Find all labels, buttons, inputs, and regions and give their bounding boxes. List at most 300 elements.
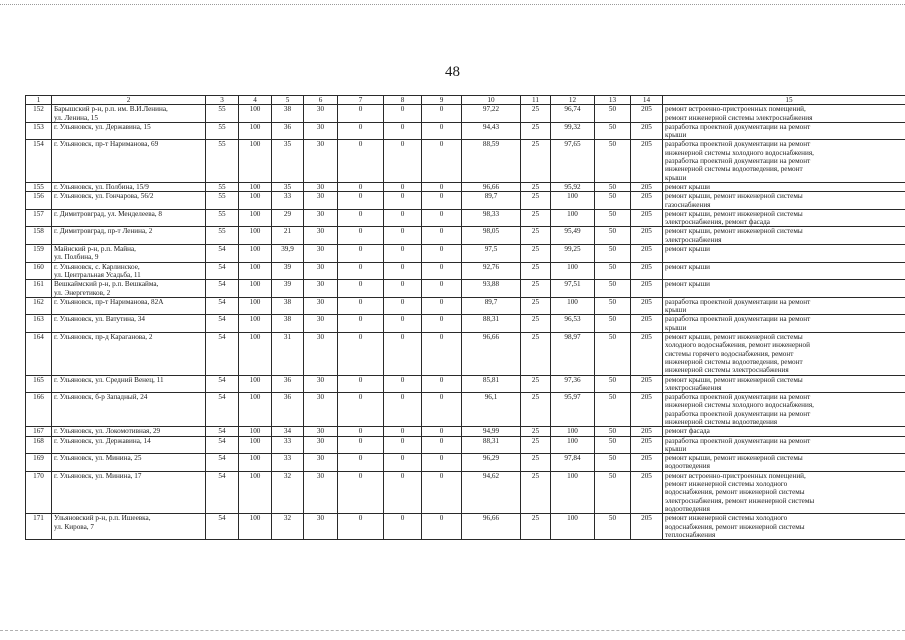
work-line: ремонт крыши, ремонт инженерной системы bbox=[665, 454, 803, 463]
address-cell bbox=[52, 427, 206, 436]
address-line: Ульяновский р-н, р.п. Ишеевка, bbox=[54, 514, 151, 523]
value-cell-c7: 0 bbox=[338, 427, 384, 436]
column-header-10: 10 bbox=[462, 96, 521, 105]
value-cell-c7: 0 bbox=[338, 105, 384, 123]
value-cell-c3: 54 bbox=[206, 262, 239, 280]
value-cell-c12: 100 bbox=[551, 209, 595, 227]
value-cell-c3: 54 bbox=[206, 427, 239, 436]
address-cell bbox=[52, 192, 206, 210]
value-cell-c13: 50 bbox=[595, 514, 631, 540]
work-type-cell bbox=[663, 315, 905, 333]
value-cell-c10: 97,5 bbox=[462, 245, 521, 263]
value-cell-c12: 95,97 bbox=[551, 393, 595, 427]
value-cell-c14: 205 bbox=[631, 315, 663, 333]
value-cell-c12: 99,32 bbox=[551, 122, 595, 140]
value-cell-c5: 39 bbox=[272, 280, 304, 298]
work-type-cell bbox=[663, 122, 905, 140]
work-line: системы горячего водоснабжения, ремонт bbox=[665, 349, 794, 358]
value-cell-c11: 25 bbox=[521, 192, 551, 210]
value-cell-c8: 0 bbox=[384, 375, 422, 393]
row-number-cell: 159 bbox=[26, 245, 52, 263]
value-cell-c6: 30 bbox=[304, 280, 338, 298]
value-cell-c3: 55 bbox=[206, 182, 239, 191]
table-row bbox=[26, 192, 905, 210]
value-cell-c14: 205 bbox=[631, 471, 663, 513]
column-number-row bbox=[26, 96, 905, 105]
value-cell-c8: 0 bbox=[384, 140, 422, 182]
table-row bbox=[26, 436, 905, 454]
value-cell-c13: 50 bbox=[595, 333, 631, 375]
address-line: г. Димитровград, ул. Менделеева, 8 bbox=[54, 209, 162, 218]
value-cell-c6: 30 bbox=[304, 427, 338, 436]
address-line: г. Ульяновск, ул. Минина, 17 bbox=[54, 471, 142, 480]
row-number-cell: 169 bbox=[26, 454, 52, 472]
address-line: Барышский р-н, р.п. им. В.И.Ленина, bbox=[54, 105, 168, 114]
value-cell-c4: 100 bbox=[239, 315, 272, 333]
registry-table bbox=[25, 95, 905, 540]
address-cell bbox=[52, 262, 206, 280]
address-line: г. Ульяновск, с. Карлинское, bbox=[54, 262, 140, 271]
value-cell-c8: 0 bbox=[384, 182, 422, 191]
value-cell-c13: 50 bbox=[595, 471, 631, 513]
value-cell-c8: 0 bbox=[384, 105, 422, 123]
value-cell-c9: 0 bbox=[422, 393, 462, 427]
value-cell-c13: 50 bbox=[595, 315, 631, 333]
table-row bbox=[26, 375, 905, 393]
value-cell-c14: 205 bbox=[631, 280, 663, 298]
value-cell-c13: 50 bbox=[595, 105, 631, 123]
work-type-cell bbox=[663, 297, 905, 315]
value-cell-c12: 97,51 bbox=[551, 280, 595, 298]
value-cell-c6: 30 bbox=[304, 140, 338, 182]
value-cell-c12: 100 bbox=[551, 514, 595, 540]
value-cell-c9: 0 bbox=[422, 105, 462, 123]
value-cell-c9: 0 bbox=[422, 192, 462, 210]
value-cell-c3: 54 bbox=[206, 471, 239, 513]
work-line: электроснабжения, ремонт фасада bbox=[665, 218, 770, 227]
row-number-cell: 155 bbox=[26, 182, 52, 191]
address-cell bbox=[52, 375, 206, 393]
value-cell-c7: 0 bbox=[338, 315, 384, 333]
value-cell-c5: 33 bbox=[272, 192, 304, 210]
value-cell-c6: 30 bbox=[304, 182, 338, 191]
value-cell-c7: 0 bbox=[338, 140, 384, 182]
value-cell-c10: 89,7 bbox=[462, 192, 521, 210]
work-line: крыши bbox=[665, 306, 687, 315]
row-number-cell: 165 bbox=[26, 375, 52, 393]
value-cell-c11: 25 bbox=[521, 105, 551, 123]
value-cell-c6: 30 bbox=[304, 105, 338, 123]
value-cell-c6: 30 bbox=[304, 393, 338, 427]
work-type-cell bbox=[663, 105, 905, 123]
value-cell-c9: 0 bbox=[422, 140, 462, 182]
value-cell-c8: 0 bbox=[384, 297, 422, 315]
value-cell-c7: 0 bbox=[338, 393, 384, 427]
value-cell-c6: 30 bbox=[304, 375, 338, 393]
value-cell-c11: 25 bbox=[521, 454, 551, 472]
work-line: ремонт крыши bbox=[665, 182, 711, 191]
address-cell bbox=[52, 245, 206, 263]
value-cell-c12: 96,53 bbox=[551, 315, 595, 333]
work-type-cell bbox=[663, 375, 905, 393]
work-line: электроснабжения bbox=[665, 235, 722, 244]
value-cell-c4: 100 bbox=[239, 105, 272, 123]
value-cell-c8: 0 bbox=[384, 514, 422, 540]
row-number-cell: 167 bbox=[26, 427, 52, 436]
value-cell-c8: 0 bbox=[384, 454, 422, 472]
value-cell-c8: 0 bbox=[384, 427, 422, 436]
value-cell-c6: 30 bbox=[304, 471, 338, 513]
value-cell-c3: 54 bbox=[206, 333, 239, 375]
work-line: разработка проектной документации на ремонт bbox=[665, 393, 811, 402]
value-cell-c12: 95,49 bbox=[551, 227, 595, 245]
value-cell-c5: 34 bbox=[272, 427, 304, 436]
address-cell bbox=[52, 514, 206, 540]
value-cell-c8: 0 bbox=[384, 393, 422, 427]
page-number: 48 bbox=[445, 64, 460, 80]
address-line: г. Ульяновск, ул. Локомотивная, 29 bbox=[54, 427, 161, 436]
value-cell-c4: 100 bbox=[239, 333, 272, 375]
work-line: инженерной системы холодного водоснабжения, bbox=[665, 148, 814, 157]
value-cell-c9: 0 bbox=[422, 333, 462, 375]
work-type-cell bbox=[663, 436, 905, 454]
value-cell-c3: 55 bbox=[206, 105, 239, 123]
table-row bbox=[26, 140, 905, 182]
row-number-cell: 156 bbox=[26, 192, 52, 210]
work-line: электроснабжения bbox=[665, 383, 722, 392]
work-line: ремонт крыши, ремонт инженерной системы bbox=[665, 375, 803, 384]
value-cell-c12: 97,36 bbox=[551, 375, 595, 393]
table-row bbox=[26, 514, 905, 540]
work-line: ремонт крыши, ремонт инженерной системы bbox=[665, 333, 803, 342]
value-cell-c14: 205 bbox=[631, 122, 663, 140]
table-row bbox=[26, 209, 905, 227]
column-header-2: 2 bbox=[52, 96, 206, 105]
value-cell-c10: 92,76 bbox=[462, 262, 521, 280]
address-cell bbox=[52, 122, 206, 140]
address-line: ул. Центральная Усадьба, 11 bbox=[54, 270, 141, 279]
address-cell bbox=[52, 227, 206, 245]
value-cell-c14: 205 bbox=[631, 192, 663, 210]
value-cell-c14: 205 bbox=[631, 454, 663, 472]
value-cell-c5: 33 bbox=[272, 436, 304, 454]
value-cell-c5: 29 bbox=[272, 209, 304, 227]
address-line: ул. Энергетиков, 2 bbox=[54, 288, 111, 297]
work-line: газоснабжения bbox=[665, 200, 711, 209]
value-cell-c9: 0 bbox=[422, 436, 462, 454]
work-line: ремонт крыши bbox=[665, 245, 711, 254]
value-cell-c9: 0 bbox=[422, 209, 462, 227]
value-cell-c10: 88,59 bbox=[462, 140, 521, 182]
value-cell-c4: 100 bbox=[239, 514, 272, 540]
work-line: водоотведения bbox=[665, 504, 710, 513]
address-line: г. Ульяновск, ул. Гончарова, 56/2 bbox=[54, 192, 154, 201]
row-number-cell: 157 bbox=[26, 209, 52, 227]
value-cell-c6: 30 bbox=[304, 454, 338, 472]
address-line: ул. Кирова, 7 bbox=[54, 522, 94, 531]
value-cell-c10: 94,43 bbox=[462, 122, 521, 140]
work-line: ремонт инженерной системы холодного bbox=[665, 480, 788, 489]
value-cell-c14: 205 bbox=[631, 262, 663, 280]
column-header-14: 14 bbox=[631, 96, 663, 105]
address-cell bbox=[52, 436, 206, 454]
table-row bbox=[26, 315, 905, 333]
value-cell-c4: 100 bbox=[239, 297, 272, 315]
value-cell-c8: 0 bbox=[384, 436, 422, 454]
table-row bbox=[26, 262, 905, 280]
value-cell-c7: 0 bbox=[338, 280, 384, 298]
value-cell-c4: 100 bbox=[239, 393, 272, 427]
value-cell-c13: 50 bbox=[595, 262, 631, 280]
value-cell-c4: 100 bbox=[239, 209, 272, 227]
work-line: инженерной системы водоотведения bbox=[665, 417, 778, 426]
address-cell bbox=[52, 209, 206, 227]
value-cell-c13: 50 bbox=[595, 454, 631, 472]
address-cell bbox=[52, 471, 206, 513]
value-cell-c8: 0 bbox=[384, 122, 422, 140]
table-row bbox=[26, 122, 905, 140]
work-type-cell bbox=[663, 227, 905, 245]
value-cell-c12: 99,25 bbox=[551, 245, 595, 263]
work-type-cell bbox=[663, 245, 905, 263]
column-header-4: 4 bbox=[239, 96, 272, 105]
address-line: г. Ульяновск, ул. Средний Венец, 11 bbox=[54, 375, 164, 384]
value-cell-c10: 96,66 bbox=[462, 514, 521, 540]
work-line: ремонт крыши, ремонт инженерной системы bbox=[665, 192, 803, 201]
value-cell-c3: 54 bbox=[206, 280, 239, 298]
table-row bbox=[26, 105, 905, 123]
value-cell-c5: 36 bbox=[272, 375, 304, 393]
address-cell bbox=[52, 315, 206, 333]
value-cell-c4: 100 bbox=[239, 140, 272, 182]
work-line: крыши bbox=[665, 173, 687, 182]
value-cell-c7: 0 bbox=[338, 375, 384, 393]
work-line: инженерной системы электроснабжения bbox=[665, 366, 789, 375]
value-cell-c14: 205 bbox=[631, 245, 663, 263]
work-type-cell bbox=[663, 393, 905, 427]
value-cell-c8: 0 bbox=[384, 280, 422, 298]
value-cell-c10: 88,31 bbox=[462, 436, 521, 454]
work-line: разработка проектной документации на ремонт bbox=[665, 315, 811, 324]
value-cell-c3: 55 bbox=[206, 140, 239, 182]
value-cell-c6: 30 bbox=[304, 245, 338, 263]
address-cell bbox=[52, 393, 206, 427]
value-cell-c11: 25 bbox=[521, 245, 551, 263]
value-cell-c10: 96,29 bbox=[462, 454, 521, 472]
value-cell-c7: 0 bbox=[338, 192, 384, 210]
address-cell bbox=[52, 297, 206, 315]
value-cell-c14: 205 bbox=[631, 514, 663, 540]
address-line: г. Ульяновск, ул. Державина, 15 bbox=[54, 122, 151, 131]
work-type-cell bbox=[663, 280, 905, 298]
row-number-cell: 163 bbox=[26, 315, 52, 333]
value-cell-c3: 54 bbox=[206, 315, 239, 333]
value-cell-c14: 205 bbox=[631, 297, 663, 315]
column-header-11: 11 bbox=[521, 96, 551, 105]
value-cell-c7: 0 bbox=[338, 514, 384, 540]
value-cell-c11: 25 bbox=[521, 280, 551, 298]
value-cell-c9: 0 bbox=[422, 245, 462, 263]
value-cell-c4: 100 bbox=[239, 192, 272, 210]
value-cell-c8: 0 bbox=[384, 209, 422, 227]
address-line: г. Ульяновск, ул. Минина, 25 bbox=[54, 454, 142, 463]
address-line: г. Ульяновск, пр-т Нариманова, 82А bbox=[54, 297, 164, 306]
value-cell-c11: 25 bbox=[521, 122, 551, 140]
value-cell-c7: 0 bbox=[338, 209, 384, 227]
value-cell-c9: 0 bbox=[422, 454, 462, 472]
value-cell-c4: 100 bbox=[239, 436, 272, 454]
value-cell-c6: 30 bbox=[304, 436, 338, 454]
value-cell-c5: 36 bbox=[272, 393, 304, 427]
value-cell-c5: 21 bbox=[272, 227, 304, 245]
value-cell-c9: 0 bbox=[422, 182, 462, 191]
row-number-cell: 152 bbox=[26, 105, 52, 123]
value-cell-c11: 25 bbox=[521, 262, 551, 280]
table-row bbox=[26, 454, 905, 472]
value-cell-c11: 25 bbox=[521, 182, 551, 191]
value-cell-c14: 205 bbox=[631, 333, 663, 375]
value-cell-c12: 100 bbox=[551, 262, 595, 280]
value-cell-c7: 0 bbox=[338, 122, 384, 140]
table-row bbox=[26, 227, 905, 245]
value-cell-c11: 25 bbox=[521, 315, 551, 333]
column-header-1: 1 bbox=[26, 96, 52, 105]
work-type-cell bbox=[663, 140, 905, 182]
value-cell-c10: 94,99 bbox=[462, 427, 521, 436]
column-header-8: 8 bbox=[384, 96, 422, 105]
work-type-cell bbox=[663, 427, 905, 436]
value-cell-c13: 50 bbox=[595, 393, 631, 427]
work-line: ремонт фасада bbox=[665, 427, 710, 436]
value-cell-c4: 100 bbox=[239, 245, 272, 263]
work-line: разработка проектной документации на ремонт bbox=[665, 297, 811, 306]
value-cell-c11: 25 bbox=[521, 427, 551, 436]
value-cell-c8: 0 bbox=[384, 245, 422, 263]
scan-edge-top bbox=[0, 0, 905, 5]
row-number-cell: 164 bbox=[26, 333, 52, 375]
table-row bbox=[26, 245, 905, 263]
value-cell-c7: 0 bbox=[338, 333, 384, 375]
value-cell-c14: 205 bbox=[631, 182, 663, 191]
value-cell-c10: 89,7 bbox=[462, 297, 521, 315]
value-cell-c10: 96,66 bbox=[462, 333, 521, 375]
value-cell-c6: 30 bbox=[304, 192, 338, 210]
column-header-3: 3 bbox=[206, 96, 239, 105]
address-line: г. Ульяновск, пр-т Нариманова, 69 bbox=[54, 140, 159, 149]
value-cell-c5: 31 bbox=[272, 333, 304, 375]
value-cell-c5: 39 bbox=[272, 262, 304, 280]
row-number-cell: 171 bbox=[26, 514, 52, 540]
value-cell-c10: 96,1 bbox=[462, 393, 521, 427]
value-cell-c4: 100 bbox=[239, 182, 272, 191]
table-row bbox=[26, 393, 905, 427]
work-line: ремонт крыши bbox=[665, 262, 711, 271]
address-line: г. Ульяновск, пр-д Караганова, 2 bbox=[54, 333, 153, 342]
work-type-cell bbox=[663, 471, 905, 513]
value-cell-c5: 39,9 bbox=[272, 245, 304, 263]
work-line: ремонт встроенно-пристроенных помещений, bbox=[665, 105, 806, 114]
value-cell-c3: 54 bbox=[206, 514, 239, 540]
work-line: разработка проектной документации на ремонт bbox=[665, 409, 811, 418]
value-cell-c7: 0 bbox=[338, 471, 384, 513]
value-cell-c8: 0 bbox=[384, 192, 422, 210]
row-number-cell: 168 bbox=[26, 436, 52, 454]
work-line: водоснабжения, ремонт инженерной системы bbox=[665, 488, 805, 497]
value-cell-c12: 96,74 bbox=[551, 105, 595, 123]
work-line: водоснабжения, ремонт инженерной системы bbox=[665, 522, 805, 531]
address-cell bbox=[52, 454, 206, 472]
value-cell-c6: 30 bbox=[304, 262, 338, 280]
value-cell-c8: 0 bbox=[384, 471, 422, 513]
work-type-cell bbox=[663, 182, 905, 191]
value-cell-c8: 0 bbox=[384, 315, 422, 333]
value-cell-c5: 32 bbox=[272, 514, 304, 540]
value-cell-c11: 25 bbox=[521, 375, 551, 393]
value-cell-c10: 97,22 bbox=[462, 105, 521, 123]
value-cell-c10: 96,66 bbox=[462, 182, 521, 191]
table-row bbox=[26, 297, 905, 315]
value-cell-c6: 30 bbox=[304, 514, 338, 540]
value-cell-c3: 55 bbox=[206, 192, 239, 210]
work-line: ремонт крыши, ремонт инженерной системы bbox=[665, 209, 803, 218]
value-cell-c5: 33 bbox=[272, 454, 304, 472]
row-number-cell: 170 bbox=[26, 471, 52, 513]
value-cell-c13: 50 bbox=[595, 245, 631, 263]
value-cell-c12: 100 bbox=[551, 192, 595, 210]
value-cell-c9: 0 bbox=[422, 471, 462, 513]
value-cell-c12: 100 bbox=[551, 471, 595, 513]
work-type-cell bbox=[663, 333, 905, 375]
value-cell-c11: 25 bbox=[521, 436, 551, 454]
value-cell-c11: 25 bbox=[521, 333, 551, 375]
value-cell-c9: 0 bbox=[422, 227, 462, 245]
value-cell-c3: 55 bbox=[206, 122, 239, 140]
value-cell-c13: 50 bbox=[595, 436, 631, 454]
table-row bbox=[26, 427, 905, 436]
table-row bbox=[26, 471, 905, 513]
value-cell-c4: 100 bbox=[239, 262, 272, 280]
row-number-cell: 166 bbox=[26, 393, 52, 427]
address-line: г. Ульяновск, ул. Державина, 14 bbox=[54, 436, 151, 445]
value-cell-c12: 100 bbox=[551, 427, 595, 436]
work-line: ремонт крыши bbox=[665, 280, 711, 289]
column-header-7: 7 bbox=[338, 96, 384, 105]
value-cell-c12: 97,65 bbox=[551, 140, 595, 182]
address-line: г. Ульяновск, б-р Западный, 24 bbox=[54, 393, 148, 402]
table-body bbox=[26, 105, 905, 540]
value-cell-c6: 30 bbox=[304, 333, 338, 375]
value-cell-c5: 35 bbox=[272, 140, 304, 182]
value-cell-c12: 97,84 bbox=[551, 454, 595, 472]
address-cell bbox=[52, 140, 206, 182]
work-line: теплоснабжения bbox=[665, 530, 716, 539]
row-number-cell: 162 bbox=[26, 297, 52, 315]
column-header-9: 9 bbox=[422, 96, 462, 105]
scan-edge-bottom bbox=[0, 630, 905, 632]
value-cell-c9: 0 bbox=[422, 427, 462, 436]
work-line: крыши bbox=[665, 444, 687, 453]
value-cell-c12: 100 bbox=[551, 436, 595, 454]
value-cell-c6: 30 bbox=[304, 227, 338, 245]
value-cell-c11: 25 bbox=[521, 297, 551, 315]
address-line: ул. Ленина, 15 bbox=[54, 113, 98, 122]
value-cell-c3: 54 bbox=[206, 297, 239, 315]
value-cell-c4: 100 bbox=[239, 454, 272, 472]
work-type-cell bbox=[663, 454, 905, 472]
work-line: водоотведения bbox=[665, 462, 710, 471]
work-line: разработка проектной документации на ремонт bbox=[665, 140, 811, 149]
column-header-15: 15 bbox=[663, 96, 905, 105]
